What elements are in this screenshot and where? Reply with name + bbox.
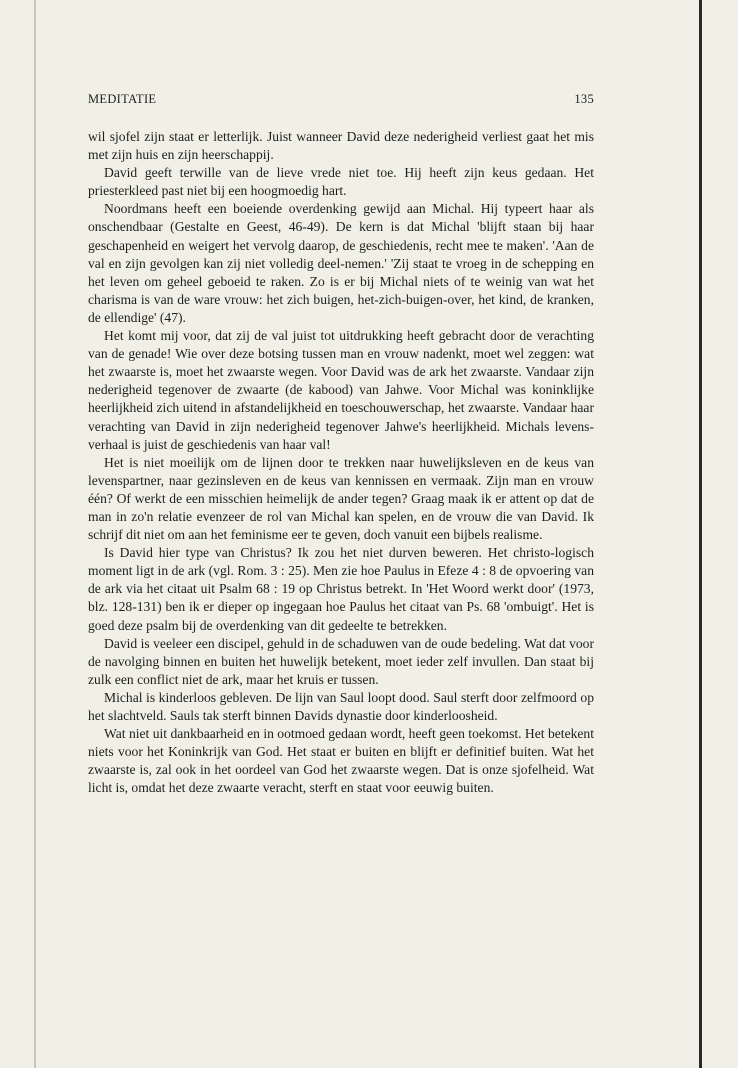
paragraph-4: Het komt mij voor, dat zij de val juist tot uitdrukking heeft gebracht door de verachting van de genade! Wie over deze botsing tussen man en vrouw nadenkt, moet wel zeggen: wat het zwaarste is, moet het zwaarste wegen. Voor David was de ark het zwaarste. Vandaar zijn nederigheid tegenover de zwaarte (de kabood) van Jahwe. Voor Michal was koninklijke heerlijkheid zich uitend in afstandelijkheid en toeschouwerschap, het zwaarste. Vandaar haar verachting van David in zijn nederigheid tegenover Jahwe's heerlijkheid. Michals levens-verhaal is juist de geschiedenis van haar val! bbox=[88, 328, 594, 452]
page-number: 135 bbox=[574, 92, 594, 106]
paragraph-9: Wat niet uit dankbaarheid en in ootmoed gedaan wordt, heeft geen toekomst. Het betekent niets voor het Koninkrijk van God. Het staat er buiten en blijft er definitief buiten. Wat het zwaarste is, zal ook in het oordeel van God het zwaarste wegen. Dat is onze sjofelheid. Wat licht is, omdat het deze zwaarte veracht, sterft en staat voor eeuwig buiten. bbox=[88, 726, 595, 796]
paragraph-8: Michal is kinderloos gebleven. De lijn van Saul loopt dood. Saul sterft door zelfmoord op het slachtveld. Sauls tak sterft binnen Davids dynastie door kinderloosheid. bbox=[88, 689, 594, 723]
paragraph-3: Noordmans heeft een boeiende overdenking gewijd aan Michal. Hij typeert haar als onschendbaar (Gestalte en Geest, 46-49). De kern is dat Michal 'blijft staan bij haar geschapenheid en weigert het vervolg daarop, de geschiedenis, recht mee te maken'. 'Aan de val en zijn gevolgen kan zij niet volledig deel-nemen.' 'Zij staat te vroeg in de schepping en het leven om geheel geboeid te raken. Zo is er bij Michal niets of te weinig van wat het charisma is van de ware vrouw: het zich buigen, het-zich-buigen-over, het kind, de kranken, de ellendige' (47). bbox=[88, 201, 594, 325]
paragraph-7: David is veeleer een discipel, gehuld in de schaduwen van de oude bedeling. Wat dat voor de navolging binnen en buiten het huwelijk betekent, moet ieder zelf invullen. Dan staat bij zulk een conflict niet de ark, maar het kruis er tussen. bbox=[88, 635, 594, 687]
page-right-edge bbox=[699, 0, 702, 1068]
page-left-edge bbox=[34, 0, 36, 1068]
paragraph-2: David geeft terwille van de lieve vrede niet toe. Hij heeft zijn keus gedaan. Het priesterkleed past niet bij een hoogmoedig hart. bbox=[88, 165, 594, 199]
body-text bbox=[88, 128, 594, 797]
page-header bbox=[88, 92, 594, 110]
paragraph-6: Is David hier type van Christus? Ik zou het niet durven beweren. Het christo-logisch moment ligt in de ark (vgl. Rom. 3 : 25). Men zie hoe Paulus in Efeze 4 : 8 de opvoering van de ark via het citaat uit Psalm 68 : 19 op Christus betrekt. In 'Het Woord werkt door' (1973, blz. 128-131) ben ik er dieper op ingegaan hoe Paulus het citaat van Ps. 68 'ombuigt'. Het is goed deze psalm bij de overdenking van dit gedeelte te betrekken. bbox=[88, 545, 594, 633]
running-title: MEDITATIE bbox=[88, 92, 157, 106]
paragraph-1: wil sjofel zijn staat er letterlijk. Juist wanneer David deze nederigheid verliest gaat het mis met zijn huis en zijn heerschappij. bbox=[88, 129, 594, 163]
paragraph-5: Het is niet moeilijk om de lijnen door te trekken naar huwelijksleven en de keus van levenspartner, naar gezinsleven en de keus van kennissen en vermaak. Zijn man en vrouw één? Of werkt de een misschien heimelijk de ander tegen? Graag maak ik er attent op dat de man in zo'n relatie evenzeer de rol van Michal kan spelen, en de vrouw die van David. Ik schrijf dit niet om aan het feminisme eer te geven, doch vanuit een bijbels realisme. bbox=[88, 454, 594, 543]
